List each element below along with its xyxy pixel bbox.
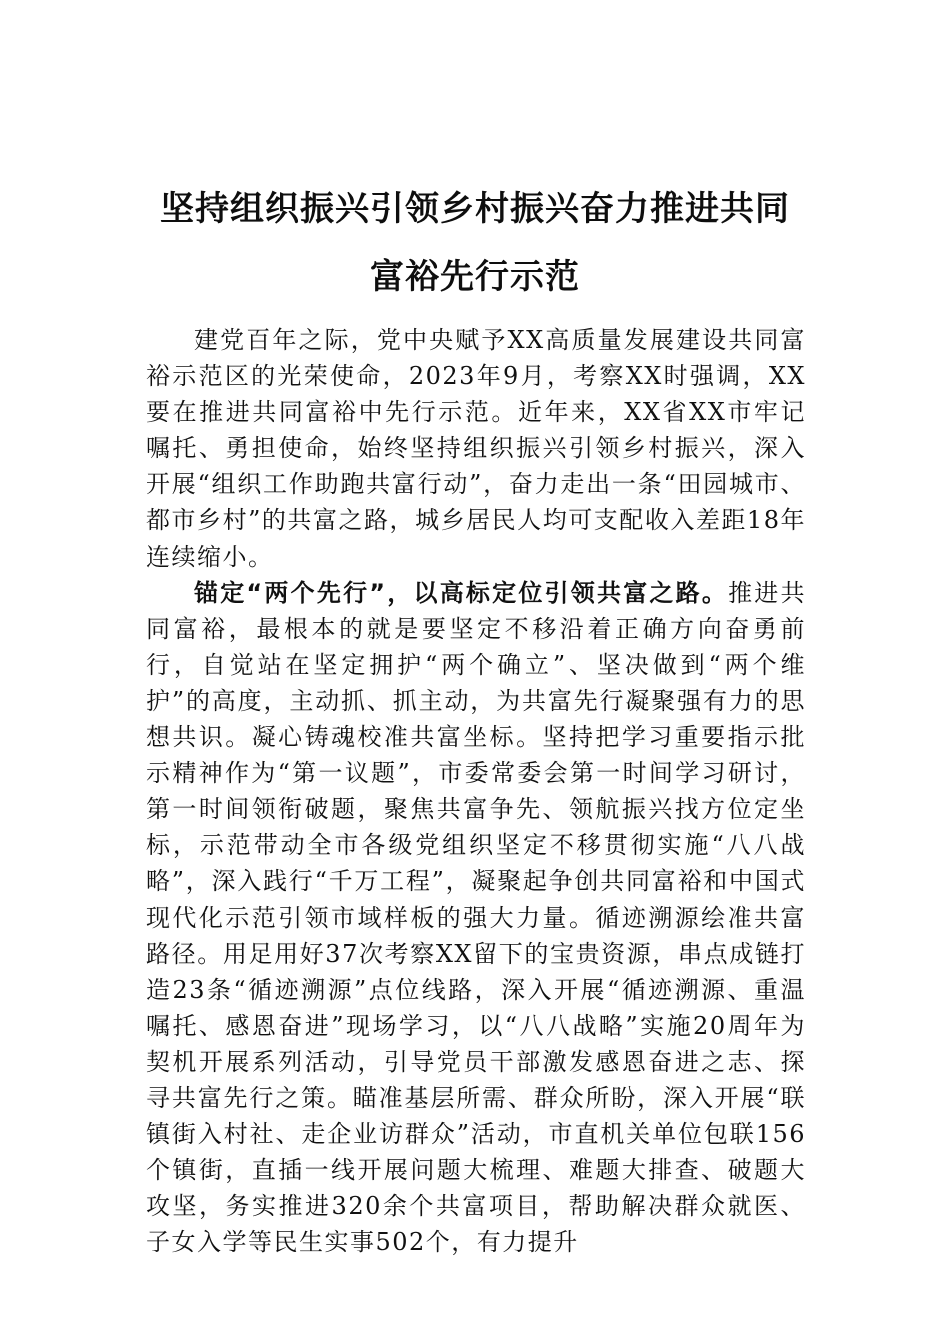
section-heading: 锚定“两个先行”，以高标定位引领共富之路。 [194, 578, 729, 607]
title-line-1: 坚持组织振兴引领乡村振兴奋力推进共同 [160, 188, 790, 229]
document-title [120, 175, 830, 311]
document-body [146, 322, 806, 1260]
paragraph-text: 推进共同富裕，最根本的就是要坚定不移沿着正确方向奋勇前行，自觉站在坚定拥护“两个确立”、坚决做到“两个维护”的高度，主动抓、抓主动，为共富先行凝聚强有力的思想共识。凝心铸魂校准共富坐标。坚持把学习重要指示批示精神作为“第一议题”，市委常委会第一时间学习研讨，第一时间领衔破题，聚焦共富争先、领航振兴找方位定坐标，示范带动全市各级党组织坚定不移贯彻实施“八八战略”，深入践行“千万工程”，凝聚起争创共同富裕和中国式现代化示范引领市域样板的强大力量。循迹溯源绘准共富路径。用足用好37次考察XX留下的宝贵资源，串点成链打造23条“循迹溯源”点位线路，深入开展“循迹溯源、重温嘱托、感恩奋进”现场学习，以“八八战略”实施20周年为契机开展系列活动，引导党员干部激发感恩奋进之志、探寻共富先行之策。瞄准基层所需、群众所盼，深入开展“联镇街入村社、走企业访群众”活动，市直机关单位包联156个镇街，直插一线开展问题大梳理、难题大排查、破题大攻坚，务实推进320余个共富项目，帮助解决群众就医、子女入学等民生实事502个，有力提升 [146, 578, 807, 1257]
paragraph-intro [146, 322, 806, 575]
paragraph-text: 建党百年之际，党中央赋予XX高质量发展建设共同富裕示范区的光荣使命，2023年9月，考察XX时强调，XX要在推进共同富裕中先行示范。近年来，XX省XX市牢记嘱托、勇担使命，始终坚持组织振兴引领乡村振兴，深入开展“组织工作助跑共富行动”，奋力走出一条“田园城市、都市乡村”的共富之路，城乡居民人均可支配收入差距18年连续缩小。 [146, 326, 806, 571]
paragraph-section-1 [146, 575, 806, 1261]
title-line-2: 富裕先行示范 [370, 256, 580, 297]
